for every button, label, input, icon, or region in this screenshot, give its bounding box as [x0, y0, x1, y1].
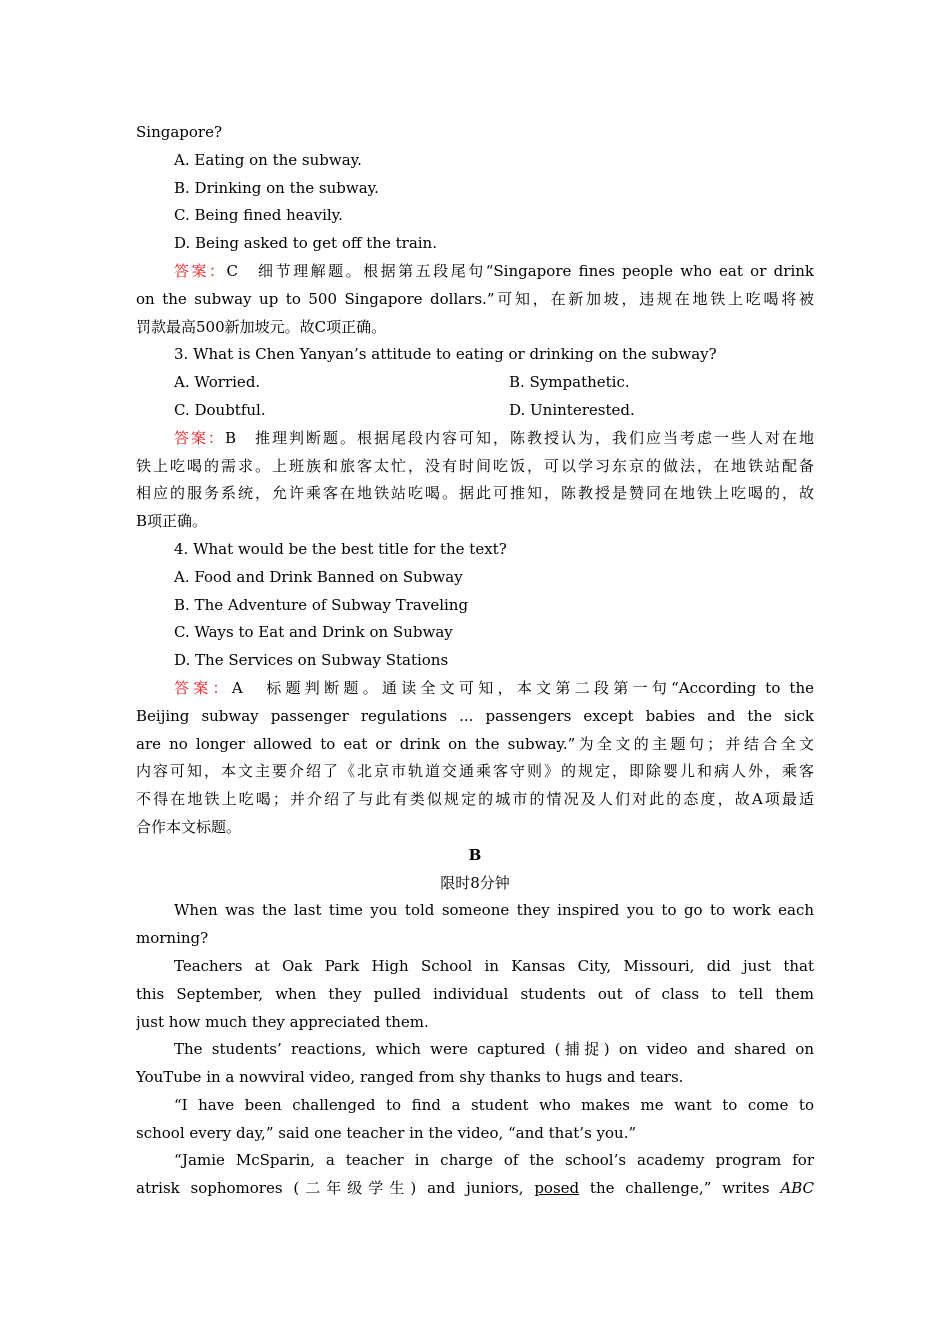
- q3-answer-line-4: B项正确。: [136, 512, 208, 531]
- q4-option-b: B. The Adventure of Subway Traveling: [174, 595, 469, 614]
- q3-option-d: D. Uninterested.: [509, 400, 635, 419]
- passage-p5-text-b: the challenge,” writes: [579, 1179, 781, 1198]
- q2-option-a: A. Eating on the subway.: [174, 150, 362, 169]
- question-3-stem: 3. What is Chen Yanyan’s attitude to eating or drinking on the subway?: [174, 345, 717, 364]
- q4-answer-line-6: 合作本文标题。: [136, 817, 242, 836]
- q2-option-c: C. Being fined heavily.: [174, 206, 343, 225]
- q2-answer-label: 答案：: [174, 261, 227, 280]
- q3-options-row-1: [136, 369, 814, 397]
- q4-option-c: C. Ways to Eat and Drink on Subway: [174, 623, 453, 642]
- q4-answer-line-3: are no longer allowed to eat or drink on the subway.”为全文的主题句；并结合全文: [136, 734, 814, 753]
- passage-p2-line-2: this September, when they pulled individual students out of class to tell them: [136, 984, 814, 1003]
- passage-p5-line-2: [136, 1175, 814, 1203]
- q3-options-row-2: [136, 397, 814, 425]
- source-abc: ABC: [780, 1179, 814, 1198]
- q4-answer-line-2: Beijing subway passenger regulations ... passengers except babies and the sick: [136, 706, 814, 725]
- passage-p3-line-1: The students’ reactions, which were captured (捕捉) on video and shared on: [174, 1040, 814, 1059]
- passage-p1-line-2: morning?: [136, 929, 209, 948]
- question-2-stem-tail: Singapore?: [136, 123, 223, 141]
- q4-answer-line-4: 内容可知，本文主要介绍了《北京市轨道交通乘客守则》的规定，即除婴儿和病人外，乘客: [136, 762, 814, 781]
- passage-p2-line-1: Teachers at Oak Park High School in Kansas City, Missouri, did just that: [174, 956, 814, 975]
- q3-option-b: B. Sympathetic.: [509, 373, 630, 392]
- passage-p5-line-1: “Jamie McSparin, a teacher in charge of the school’s academy program for: [174, 1151, 814, 1170]
- passage-p4-line-2: school every day,” said one teacher in the video, “and that’s you.”: [136, 1123, 637, 1142]
- q4-answer-label: 答案：: [174, 678, 232, 697]
- q3-option-a: A. Worried.: [174, 373, 261, 392]
- document-page: [136, 119, 814, 1203]
- question-4-stem: 4. What would be the best title for the text?: [174, 539, 507, 558]
- q3-option-c: C. Doubtful.: [174, 400, 266, 419]
- q4-option-a: A. Food and Drink Banned on Subway: [174, 567, 463, 586]
- q3-answer-line-3: 相应的服务系统，允许乘客在地铁站吃喝。据此可推知，陈教授是赞同在地铁上吃喝的，故: [136, 484, 814, 503]
- q4-answer-line-5: 不得在地铁上吃喝；并介绍了与此有类似规定的城市的情况及人们对此的态度，故A项最适: [136, 790, 814, 809]
- passage-p1-line-1: When was the last time you told someone they inspired you to go to work each: [174, 901, 814, 920]
- q2-option-d: D. Being asked to get off the train.: [174, 234, 437, 253]
- q3-answer-line-2: 铁上吃喝的需求。上班族和旅客太忙，没有时间吃饭，可以学习东京的做法，在地铁站配备: [136, 456, 814, 475]
- q2-answer-line-3: 罚款最高500新加坡元。故C项正确。: [136, 317, 387, 336]
- q3-answer-line-1: [136, 425, 814, 453]
- q3-answer-text-1: B 推理判断题。根据尾段内容可知，陈教授认为，我们应当考虑一些人对在地: [225, 428, 814, 447]
- passage-p3-line-2: YouTube in a nowviral video, ranged from shy thanks to hugs and tears.: [136, 1068, 684, 1087]
- q2-answer-line-2: on the subway up to 500 Singapore dollars.”可知，在新加坡，违规在地铁上吃喝将被: [136, 289, 814, 308]
- passage-p2-line-3: just how much they appreciated them.: [136, 1012, 429, 1031]
- underlined-word: posed: [534, 1179, 580, 1198]
- section-time-limit: 限时8分钟: [440, 873, 510, 892]
- q4-option-d: D. The Services on Subway Stations: [174, 651, 449, 670]
- section-letter: B: [468, 845, 482, 864]
- q4-answer-line-1: [136, 675, 814, 703]
- q3-answer-label: 答案：: [174, 428, 225, 447]
- passage-p5-text-a: atrisk sophomores (二年级学生) and juniors,: [136, 1179, 535, 1198]
- q2-option-b: B. Drinking on the subway.: [174, 178, 379, 197]
- q2-answer-line-1: [136, 258, 814, 286]
- q2-answer-text-1: C 细节理解题。根据第五段尾句“Singapore fines people who eat or drink: [226, 261, 814, 280]
- q4-answer-text-1: A 标题判断题。通读全文可知，本文第二段第一句“According to the: [231, 678, 814, 697]
- passage-p4-line-1: “I have been challenged to find a student who makes me want to come to: [174, 1095, 814, 1114]
